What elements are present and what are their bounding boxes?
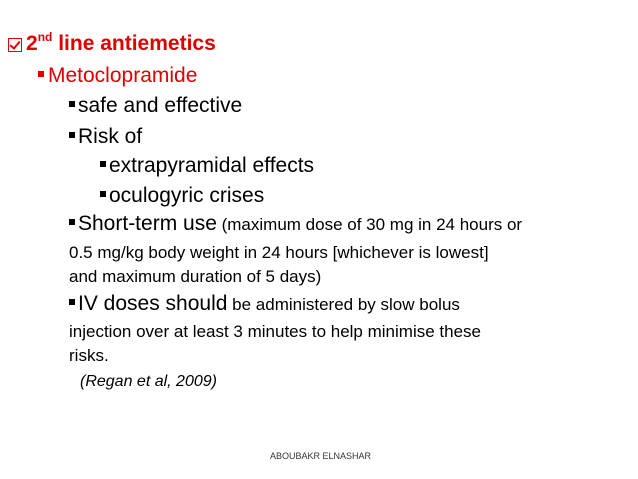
square-bullet-icon — [100, 191, 106, 197]
heading-text: line antiemetics — [52, 32, 216, 55]
point-short-term — [69, 212, 522, 236]
iv-label: IV doses should — [78, 292, 228, 315]
heading-number: 2 — [26, 32, 38, 55]
point-extrapyramidal — [100, 154, 314, 178]
point-safe-text: safe and effective — [78, 94, 243, 117]
square-bullet-icon — [38, 71, 44, 77]
point-safe — [69, 94, 242, 118]
point-iv — [69, 292, 460, 316]
square-bullet-icon — [69, 132, 75, 138]
square-bullet-icon — [69, 299, 75, 305]
heading-superscript: nd — [37, 30, 53, 44]
point-oculogyric-text: oculogyric crises — [109, 184, 265, 207]
checkbox-bullet-icon — [8, 38, 22, 52]
footer-author: ABOUBAKR ELNASHAR — [270, 451, 372, 461]
iv-detail-2: injection over at least 3 minutes to help minimise these — [69, 322, 481, 341]
drug-item — [38, 64, 197, 88]
slide-heading — [8, 30, 216, 56]
square-bullet-icon — [69, 219, 75, 225]
point-risk — [69, 125, 142, 149]
iv-detail-1: be administered by slow bolus — [227, 295, 460, 314]
drug-name: Metoclopramide — [48, 64, 198, 87]
short-term-label: Short-term use — [78, 212, 217, 235]
short-term-detail-1: (maximum dose of 30 mg in 24 hours or — [216, 215, 523, 234]
square-bullet-icon — [69, 101, 75, 107]
square-bullet-icon — [100, 161, 106, 167]
short-term-detail-3: and maximum duration of 5 days) — [69, 267, 322, 286]
short-term-detail-2: 0.5 mg/kg body weight in 24 hours [whichever is lowest] — [69, 243, 489, 262]
citation: (Regan et al, 2009) — [80, 373, 217, 390]
point-risk-text: Risk of — [78, 125, 143, 148]
iv-detail-3: risks. — [69, 346, 109, 365]
point-oculogyric — [100, 184, 264, 208]
point-extrapyramidal-text: extrapyramidal effects — [109, 154, 315, 177]
